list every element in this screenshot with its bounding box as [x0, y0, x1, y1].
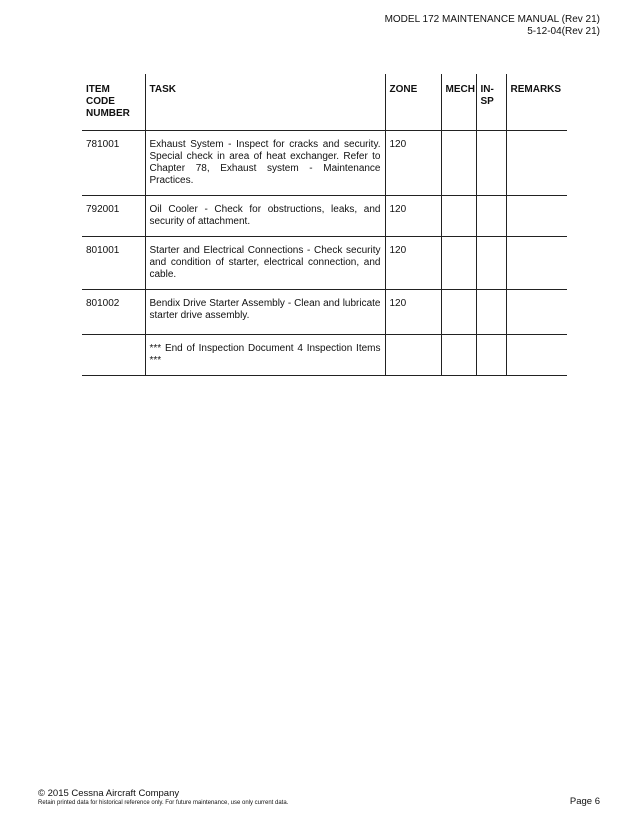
manual-title: MODEL 172 MAINTENANCE MANUAL (Rev 21) — [384, 14, 600, 25]
table-row — [82, 131, 567, 196]
remarks-cell — [506, 290, 567, 335]
mech-cell — [441, 131, 476, 196]
inspection-table — [82, 74, 567, 376]
insp-cell — [476, 131, 506, 196]
page-header — [385, 14, 600, 38]
item-code-cell: 801001 — [82, 237, 145, 290]
insp-cell — [476, 290, 506, 335]
zone-cell: 120 — [385, 290, 441, 335]
insp-cell — [476, 237, 506, 290]
revision-date: 5-12-04(Rev 21) — [527, 26, 600, 37]
zone-cell: 120 — [385, 237, 441, 290]
col-header-task: TASK — [145, 74, 385, 131]
task-cell: Oil Cooler - Check for obstructions, leaks, and security of attachment. — [145, 196, 385, 237]
page-footer — [38, 788, 288, 808]
insp-cell — [476, 335, 506, 376]
retention-note: Retain printed data for historical reference only. For future maintenance, use only current data. — [38, 800, 289, 806]
mech-cell — [441, 237, 476, 290]
copyright-text: © 2015 Cessna Aircraft Company — [38, 788, 180, 799]
col-header-item-code: ITEM CODE NUMBER — [82, 74, 145, 131]
remarks-cell — [506, 335, 567, 376]
col-header-mech: MECH — [441, 74, 476, 131]
task-cell: Starter and Electrical Connections - Check security and condition of starter, electrical connection, and cable. — [145, 237, 385, 290]
col-header-zone: ZONE — [385, 74, 441, 131]
item-code-cell: 792001 — [82, 196, 145, 237]
zone-cell: 120 — [385, 196, 441, 237]
mech-cell — [441, 290, 476, 335]
end-of-document-note: *** End of Inspection Document 4 Inspection Items *** — [145, 335, 385, 376]
item-code-cell: 801002 — [82, 290, 145, 335]
table-row — [82, 196, 567, 237]
remarks-cell — [506, 196, 567, 237]
zone-cell — [385, 335, 441, 376]
mech-cell — [441, 335, 476, 376]
table-header-row — [82, 74, 567, 131]
remarks-cell — [506, 131, 567, 196]
page-number: Page 6 — [569, 796, 600, 807]
col-header-insp: IN- SP — [476, 74, 506, 131]
item-code-cell: 781001 — [82, 131, 145, 196]
zone-cell: 120 — [385, 131, 441, 196]
mech-cell — [441, 196, 476, 237]
insp-cell — [476, 196, 506, 237]
table-row — [82, 290, 567, 335]
task-cell: Exhaust System - Inspect for cracks and security. Special check in area of heat exchanger. Refer to Chapter 78, Exhaust system - Maintenance Practices. — [145, 131, 385, 196]
col-header-remarks: REMARKS — [506, 74, 567, 131]
task-cell: Bendix Drive Starter Assembly - Clean and lubricate starter drive assembly. — [145, 290, 385, 335]
remarks-cell — [506, 237, 567, 290]
table-row — [82, 237, 567, 290]
item-code-cell — [82, 335, 145, 376]
table-row-end-note — [82, 335, 567, 376]
